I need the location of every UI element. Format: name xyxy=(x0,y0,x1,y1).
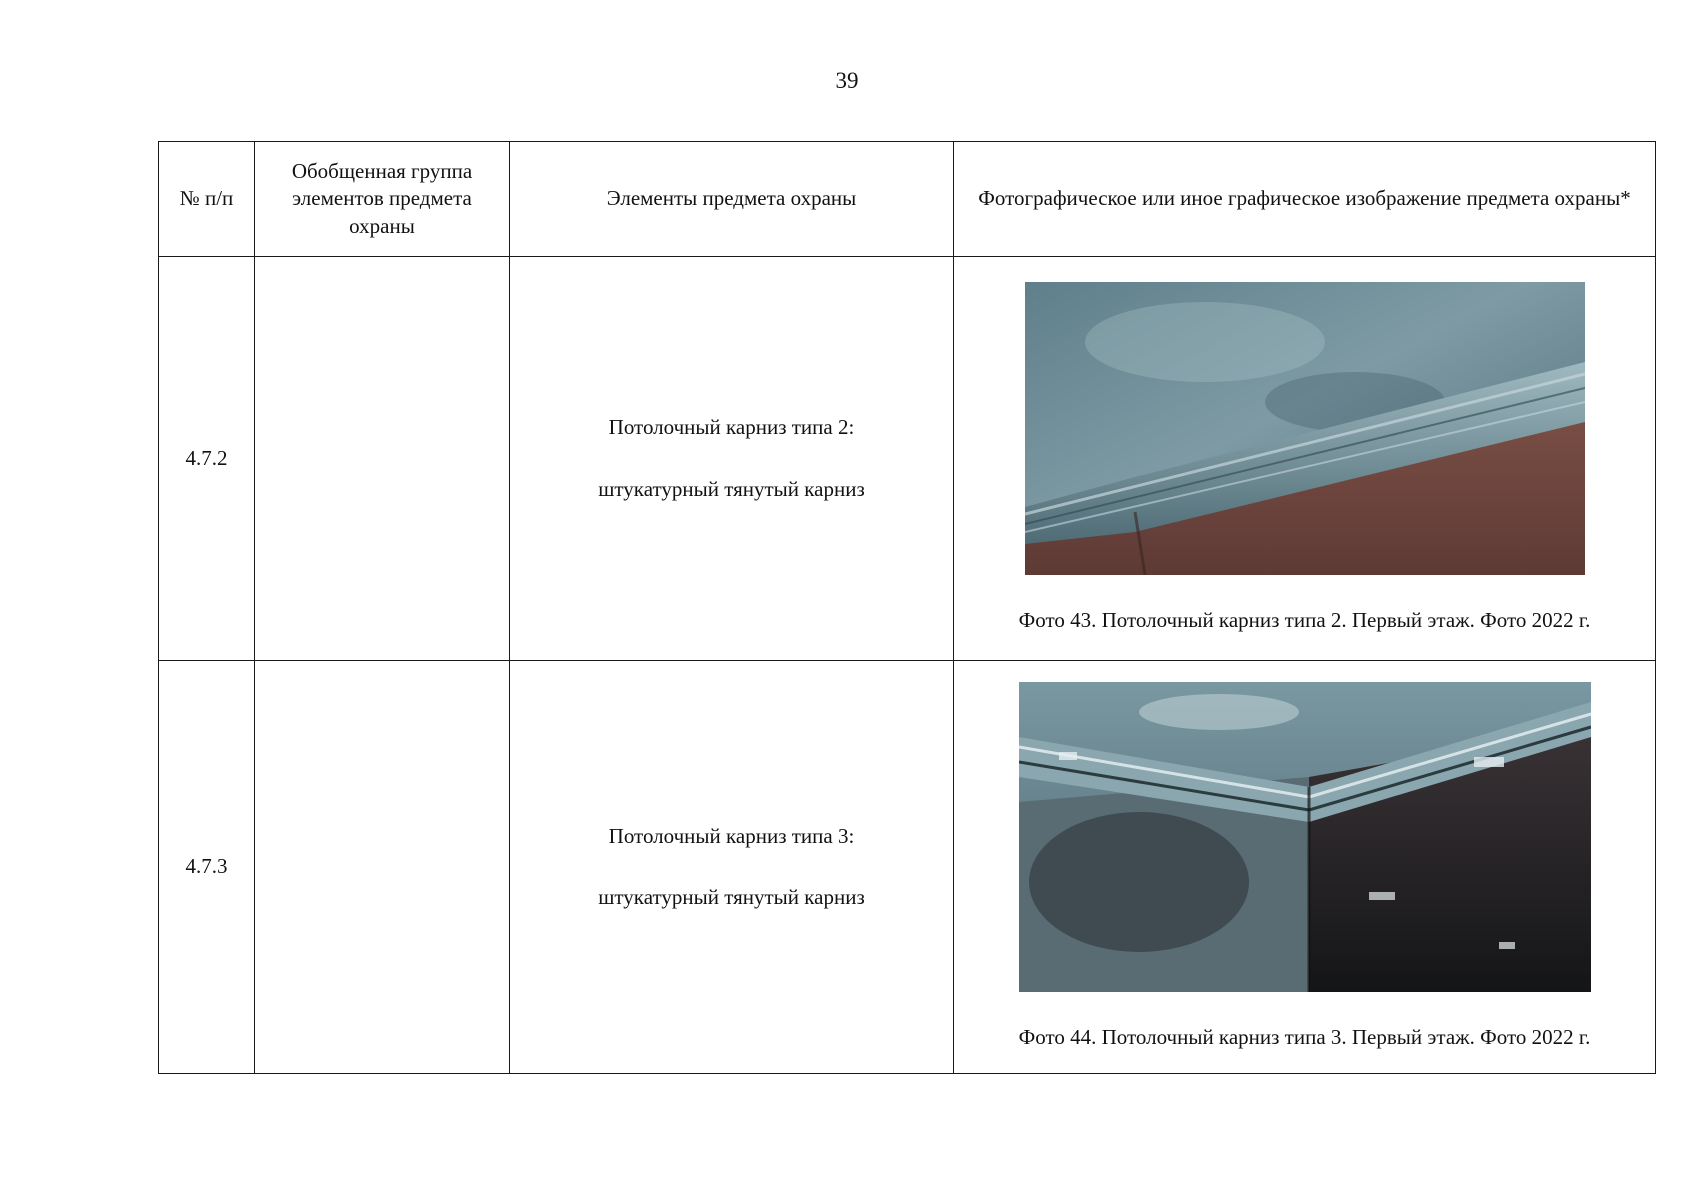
row-number: 4.7.2 xyxy=(159,257,255,661)
element-title: Потолочный карниз типа 3: xyxy=(608,823,855,848)
row-number: 4.7.3 xyxy=(159,661,255,1074)
row-element xyxy=(510,661,954,1074)
photo-caption: Фото 43. Потолочный карниз типа 2. Первый этаж. Фото 2022 г. xyxy=(1018,608,1591,633)
table-header-row xyxy=(159,142,1656,257)
row-group xyxy=(255,661,510,1074)
element-description: штукатурный тянутый карниз xyxy=(598,885,865,909)
row-photo-cell xyxy=(954,661,1656,1074)
element-description: штукатурный тянутый карниз xyxy=(598,476,865,501)
header-photo: Фотографическое или иное графическое изображение предмета охраны* xyxy=(954,142,1656,257)
row-group xyxy=(255,257,510,661)
table-row xyxy=(159,661,1656,1074)
page-number: 39 xyxy=(835,68,859,93)
element-title: Потолочный карниз типа 2: xyxy=(608,415,855,440)
cornice-photo-44 xyxy=(1019,682,1591,992)
photo-caption: Фото 44. Потолочный карниз типа 3. Первый этаж. Фото 2022 г. xyxy=(1018,1025,1591,1050)
heritage-table xyxy=(158,141,1656,1074)
row-element xyxy=(510,257,954,661)
cornice-photo-43 xyxy=(1025,282,1585,575)
row-photo-cell xyxy=(954,257,1656,661)
header-number: № п/п xyxy=(159,142,255,257)
header-group: Обобщенная группа элементов предмета охраны xyxy=(255,142,510,257)
table-row xyxy=(159,257,1656,661)
header-elements: Элементы предмета охраны xyxy=(510,142,954,257)
